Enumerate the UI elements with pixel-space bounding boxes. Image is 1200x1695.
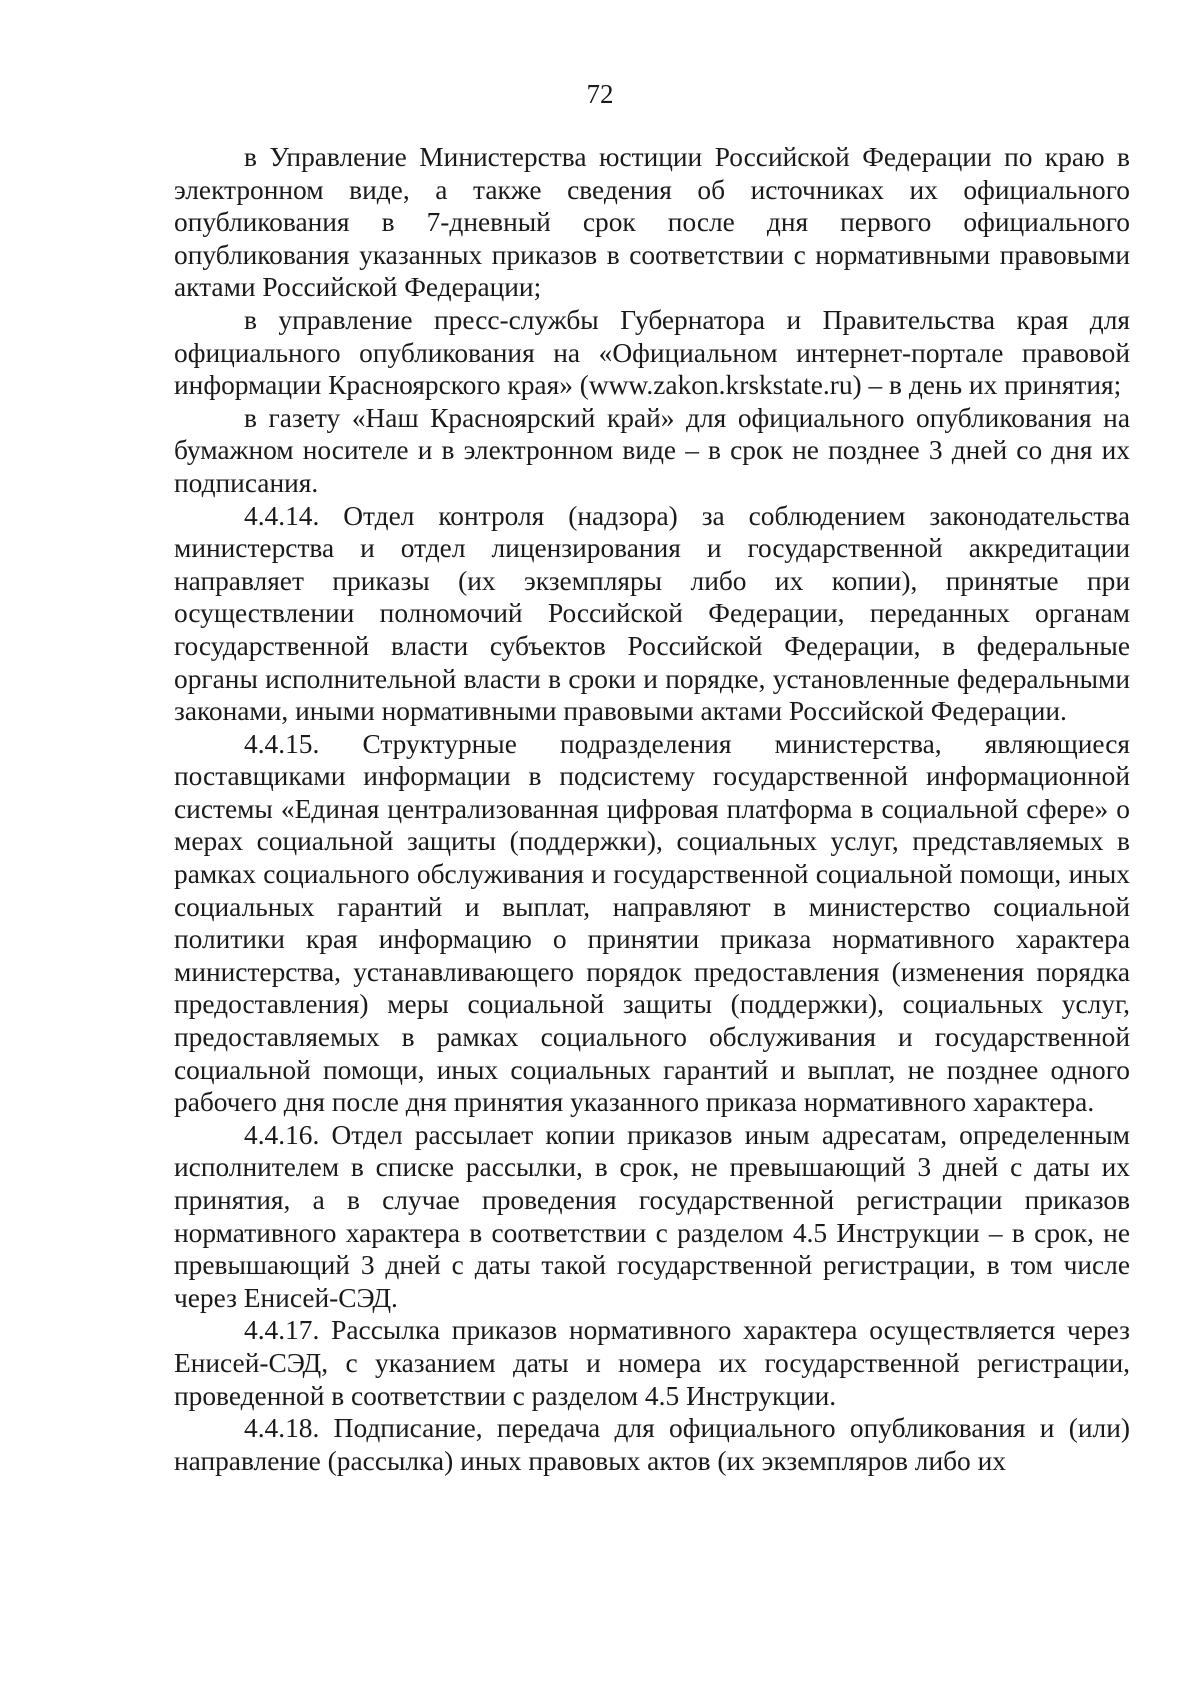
page-number: 72 bbox=[586, 79, 614, 109]
document-body bbox=[174, 141, 1130, 1477]
paragraph-recipient-press-service: в управление пресс-службы Губернатора и Правительства края для официального опубликования на «Официальном интернет-портале правовой информации Красноярского края» (www.zakon.krskstate.ru) – в день их принятия; bbox=[174, 304, 1130, 401]
paragraph-recipient-newspaper: в газету «Наш Красноярский край» для официального опубликования на бумажном носителе и в электронном виде – в срок не позднее 3 дней со дня их подписания. bbox=[174, 402, 1130, 498]
paragraph-4-4-16: 4.4.16. Отдел рассылает копии приказов иным адресатам, определенным исполнителем в списке рассылки, в срок, не превышающий 3 дней с даты их принятия, а в случае проведения государственной регистрации приказов нормативного характера в соответствии с разделом 4.5 Инструкции – в срок, не превышающий 3 дней с даты такой государственной регистрации, в том числе через Енисей-СЭД. bbox=[174, 1119, 1130, 1313]
paragraph-4-4-18: 4.4.18. Подписание, передача для официального опубликования и (или) направление (рассылка) иных правовых актов (их экземпляров либо их bbox=[174, 1413, 1130, 1476]
paragraph-recipient-justice-ministry: в Управление Министерства юстиции Российской Федерации по краю в электронном виде, а также сведения об источниках их официального опубликования в 7-дневный срок после дня первого официального опубликования указанных приказов в соответствии с нормативными правовыми актами Российской Федерации; bbox=[174, 142, 1130, 303]
paragraph-4-4-15: 4.4.15. Структурные подразделения министерства, являющиеся поставщиками информации в подсистему государственной информационной системы «Единая централизованная цифровая платформа в социальной сфере» о мерах социальной защиты (поддержки), социальных услуг, представляемых в рамках социального обслуживания и государственной социальной помощи, иных социальных гарантий и выплат, направляют в министерство социальной политики края информацию о принятии приказа нормативного характера министерства, устанавливающего порядок предоставления (изменения порядка предоставления) меры социальной защиты (поддержки), социальных услуг, предоставляемых в рамках социального обслуживания и государственной социальной помощи, иных социальных гарантий и выплат, не позднее одного рабочего дня после дня принятия указанного приказа нормативного характера. bbox=[174, 728, 1130, 1118]
paragraph-4-4-14: 4.4.14. Отдел контроля (надзора) за соблюдением законодательства министерства и отдел лицензирования и государственной аккредитации направляет приказы (их экземпляры либо их копии), принятые при осуществлении полномочий Российской Федерации, переданных органам государственной власти субъектов Российской Федерации, в федеральные органы исполнительной власти в сроки и порядке, установленные федеральными законами, иными нормативными правовыми актами Российской Федерации. bbox=[174, 500, 1130, 727]
paragraph-4-4-17: 4.4.17. Рассылка приказов нормативного характера осуществляется через Енисей-СЭД, с указанием даты и номера их государственной регистрации, проведенной в соответствии с разделом 4.5 Инструкции. bbox=[174, 1315, 1130, 1411]
